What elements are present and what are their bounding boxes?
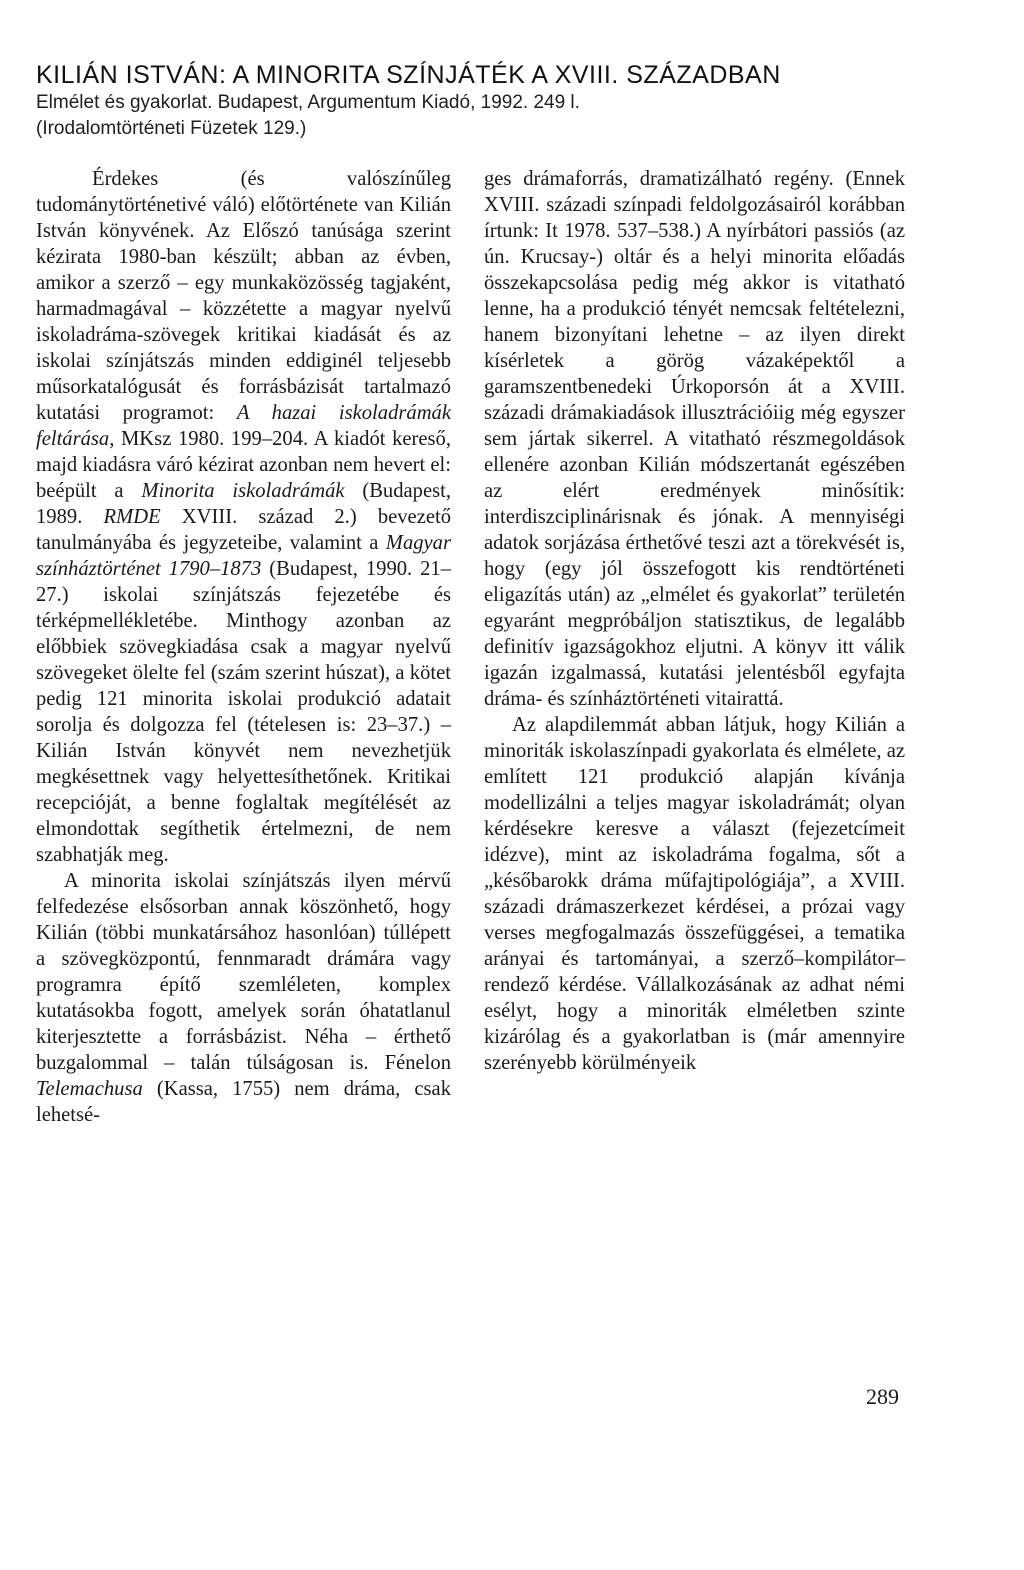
page-number: 289 [866, 1384, 899, 1409]
review-title: KILIÁN ISTVÁN: A MINORITA SZÍNJÁTÉK A XVIII. SZÁZADBAN [36, 61, 781, 89]
series-info: (Irodalomtörténeti Füzetek 129.) [36, 118, 307, 139]
right-column [484, 166, 905, 1076]
text-span: (Budapest, 1990. 21–27.) iskolai színjátszás fejezetébe és térképmellékletébe. Minthogy azonban az előbbiek szövegkiadása csak a magyar nyelvű szövegeket ölelte fel (szám szerint húszat), a kötet pedig 121 minorita iskolai produkció adatait sorolja és dolgozza fel (tételesen is: 23–37.) – Kilián István könyvét nem nevezhetjük megkésettnek vagy helyettesíthetőnek. Kritikai recepcióját, a benne foglaltak megítélését az elmondottak segíthetik értelmezni, de nem szabhatják meg. [36, 558, 452, 866]
article-header [36, 60, 936, 142]
italic-title: A hazai iskoladrámák feltárása, [36, 402, 451, 450]
italic-title: RMDE [103, 506, 161, 528]
text-span: MKsz 1980. 199–204. A kiadót kereső, majd kiadásra váró kézirat azonban nem hevert el: beépült a [36, 428, 451, 502]
italic-title: Telemachusa [36, 1078, 143, 1100]
text-span: Érdekes (és valószínűleg tudománytörténetivé váló) előtörténete van Kilián István könyvének. Az Előszó tanúsága szerint kézirata 1980-ban készült; abban az évben, amikor a szerző – egy munkaközösség tagjaként, harmadmagával – közzétette a magyar nyelvű iskoladráma-szövegek kritikai kiadását és az iskolai színjátszás minden eddiginél teljesebb műsorkatalógusát és forrásbázisát tartalmazó kutatási programot: [36, 168, 451, 424]
italic-title: Magyar színháztörténet 1790–1873 [36, 532, 451, 580]
text-span: XVIII. század 2.) bevezető tanulmányába és jegyzeteibe, valamint a [36, 506, 451, 554]
left-paragraph-1 [36, 166, 451, 868]
right-paragraph-2: Az alapdilemmát abban látjuk, hogy Kilián a minoriták iskolaszínpadi gyakorlata és elmélete, az említett 121 produkció alapján kívánja modellizálni a teljes magyar iskoladrámát; olyan kérdésekre keresve a választ (fejezetcímeit idézve), mint az iskoladráma fogalma, sőt a „későbarokk dráma műfajtipológiája”, a XVIII. századi drámaszerkezet kérdései, a prózai vagy verses megfogalmazás összefüggései, a tematika arányai és tartományai, a szerző–kompilátor–rendező kérdése. Vállalkozásának az adhat némi esélyt, hogy a minoriták elméletben szinte kizárólag és a gyakorlatban is (már amennyire szerényebb körülményeik [484, 714, 905, 1074]
bibliographic-details: Elmélet és gyakorlat. Budapest, Argumentum Kiadó, 1992. 249 l. [36, 92, 580, 113]
left-column [36, 166, 451, 1128]
text-span: (Kassa, 1755) nem dráma, csak lehetsé- [36, 1078, 451, 1126]
italic-title: Minorita iskoladrámák [141, 480, 345, 502]
text-span: A minorita iskolai színjátszás ilyen mérvű felfedezése elsősorban annak köszönhető, hogy Kilián (többi munkatársához hasonlóan) túllépett a szövegközpontú, fennmaradt drámára vagy programra építő szemléleten, komplex kutatásokba fogott, amelyek során óhatatlanul kiterjesztette a forrásbázist. Néha – érthető buzgalommal – talán túlságosan is. Fénelon [36, 870, 451, 1074]
text-span: (Budapest, 1989. [36, 480, 451, 528]
right-paragraph-1: ges drámaforrás, dramatizálható regény. (Ennek XVIII. századi színpadi feldolgozásairól korábban írtunk: It 1978. 537–538.) A nyírbátori passiós (az ún. Krucsay-) oltár és a helyi minorita előadás összekapcsolása pedig még akkor is vitatható lenne, ha a produkció tényét nemcsak feltételezni, hanem bizonyítani lehetne – az ilyen direkt kísérletek a görög vázaképektől a garamszentbenedeki Úrkoporsón át a XVIII. századi drámakiadások illusztrációiig még egyszer sem jártak sikerrel. A vitatható részmegoldások ellenére azonban Kilián módszertanát egészében az elért eredmények minősítik: interdiszciplinárisnak és jónak. A mennyiségi adatok sorjázása érthetővé teszi azt a törekvését is, hogy (egy jól összefogott kis rendtörténeti eligazítás után) az „elmélet és gyakorlat” területén egyaránt megpróbáljon statisztikus, de legalább definitív igazságokhoz eljutni. A könyv itt válik igazán izgalmassá, kutatási jelentésből egyfajta dráma- és színháztörténeti vitairattá. [484, 168, 905, 710]
left-paragraph-2 [36, 868, 451, 1128]
